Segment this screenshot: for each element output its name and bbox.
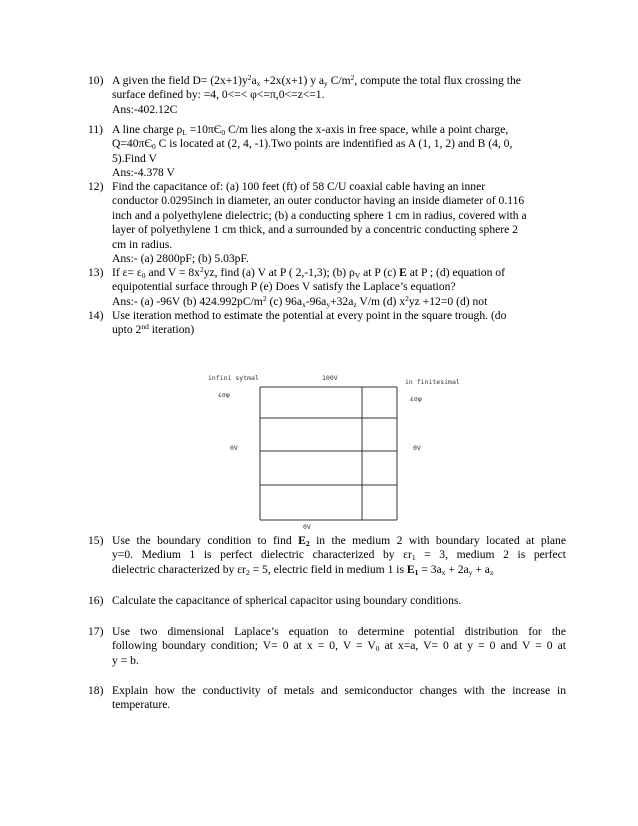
question-text-line: conductor 0.0295inch in diameter, an outer conductor having an inside diameter of 0.116	[112, 194, 525, 208]
figure-label-right-symbol: εσφ	[410, 395, 422, 403]
question-text-line: Use iteration method to estimate the potential at every point in the square trough. (do	[112, 309, 507, 322]
question-14	[88, 309, 566, 338]
question-text-line: following boundary condition; V= 0 at x = 0, $V = V_0$ at x=a, V= 0 at y = 0 and V = 0 at	[112, 639, 566, 654]
question-13	[88, 266, 566, 309]
question-text-line: 5).Find V	[112, 151, 157, 165]
question-text-line: y=0. Medium 1 is perfect dielectric characterized by $\varepsilon r_1 = 3$, medium 2 is perfect	[112, 548, 566, 563]
question-text-line: If $\varepsilon= \varepsilon_0$ and $V = 8x^2yz$, find (a) V at P ( 2,-1,3); (b) $\rho_V$ at P (c) E at P ; (d) equation of	[112, 265, 505, 280]
question-number: 16)	[88, 594, 104, 607]
question-number: 10)	[88, 74, 104, 87]
question-text-line: equipotential surface through P (e) Does V satisfy the Laplace’s equation?	[112, 280, 456, 294]
question-15	[88, 534, 566, 577]
question-text-line: Use the boundary condition to find $E_2$ in the medium 2 with boundary located at plane	[112, 534, 566, 548]
question-number: 17)	[88, 625, 104, 638]
figure-label-left-top: infini sytmal	[208, 374, 259, 382]
figure-label-left-voltage: 0V	[230, 444, 238, 452]
question-text-line: layer of polyethylene 1 cm thick, and a surrounded by a concentric conducting sphere 2	[112, 223, 518, 237]
question-text-line: Find the capacitance of: (a) 100 feet (ft) of 58 C/U coaxial cable having an inner	[112, 180, 486, 193]
figure-label-bottom-voltage: 0V	[303, 523, 311, 531]
question-text-line: surface defined by: =4, 0<=< φ<=π,0<=z<=1.	[112, 88, 325, 102]
question-number: 18)	[88, 684, 104, 697]
question-text-line: A given the field $D= (2x+1)y^2a_x +2x(x+1)$ y $a_y$ $C/m^2$, compute the total flux crossing the	[112, 73, 521, 88]
question-number: 12)	[88, 180, 104, 193]
figure-label-right-top: in finitesimal	[405, 378, 460, 386]
question-text-line: upto 2nd iteration)	[112, 322, 195, 337]
answer-text: Ans:-402.12C	[112, 102, 178, 116]
question-text-line: Explain how the conductivity of metals and semiconductor changes with the increase in	[112, 684, 566, 697]
question-number: 14)	[88, 309, 104, 322]
question-number: 11)	[88, 123, 104, 136]
question-11	[88, 123, 566, 181]
figure-label-right-voltage: 0V	[413, 444, 421, 452]
question-16	[88, 594, 566, 608]
question-text-line: inch and a polyethylene dielectric; (b) a conducting sphere 1 cm in radius, covered with a	[112, 208, 527, 222]
question-text-line: $Q=40\pi Є_0$ C is located at (2, 4, -1).Two points are indentified as A (1, 1, 2) and B (4, 0,	[112, 137, 513, 152]
question-text-line: A line charge $\rho_L =10\pi Є_0$ C/m lies along the x-axis in free space, while a point charge,	[112, 123, 509, 137]
question-text-line: Use two dimensional Laplace’s equation to determine potential distribution for the	[112, 625, 566, 638]
question-text-line: Calculate the capacitance of spherical capacitor using boundary conditions.	[112, 594, 462, 607]
figure-label-left-symbol: εσφ	[218, 391, 230, 399]
question-text-line: cm in radius.	[112, 237, 173, 251]
question-text-line: dielectric characterized by $\varepsilon r_2 = 5$, electric field in medium 1 is $E_1 = 3a_x + 2a_y + a_z$	[112, 562, 494, 577]
answer-text: Ans:-4.378 V	[112, 166, 175, 180]
question-10	[88, 74, 566, 117]
question-17	[88, 625, 566, 668]
answer-text: Ans:- (a) 2800pF; (b) 5.03pF.	[112, 252, 249, 266]
answer-text: Ans:- (a) -96V (b) $424.992pC/m^2$ (c) $96a_x-96a_y+32a_z$ V/m (d) $x^2yz +12=0$ (d) not	[112, 293, 488, 309]
question-18	[88, 684, 566, 713]
figure-label-top-voltage: 100V	[322, 374, 338, 382]
question-text-line: y = b.	[112, 653, 139, 667]
question-number: 13)	[88, 266, 104, 279]
question-12	[88, 180, 566, 266]
question-text-line: temperature.	[112, 698, 171, 712]
question-number: 15)	[88, 534, 104, 547]
